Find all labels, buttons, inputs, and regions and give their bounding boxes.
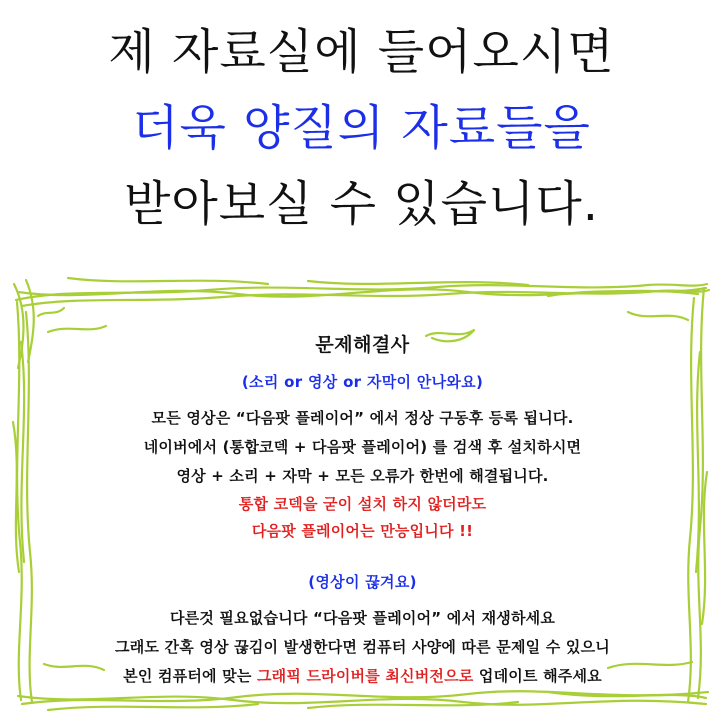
section2-line-3-pre: 본인 컴퓨터에 맞는 (123, 667, 257, 685)
section2-subtitle: (영상이 끊겨요) (308, 573, 417, 591)
headline-line-3: 받아보실 수 있습니다. (123, 176, 600, 232)
section2 (40, 571, 685, 691)
section2-line-2: 그래도 간혹 영상 끊김이 발생한다면 컴퓨터 사양에 따른 문제일 수 있으니 (115, 638, 610, 656)
section2-line-3-emphasis: 그래픽 드라이버를 최신버전으로 (256, 667, 474, 685)
section2-line-3-post: 업데이트 해주세요 (473, 667, 602, 685)
section2-line-1: 다른것 필요없습니다 “다음팟 플레이어” 에서 재생하세요 (169, 609, 556, 627)
section2-line-3 (40, 662, 685, 691)
headline-line-2: 더욱 양질의 자료들을 (132, 100, 591, 156)
panel-title: 문제해결사 (315, 334, 410, 356)
section1-subtitle: (소리 or 영상 or 자막이 안나와요) (241, 373, 484, 391)
headline-line-1: 제 자료실에 들어오시면 (108, 24, 615, 80)
info-panel (40, 330, 685, 691)
section1-line-3: 영상 + 소리 + 자막 + 모든 오류가 한번에 해결됩니다. (176, 467, 549, 485)
section1-line-2: 네이버에서 (통합코덱 + 다음팟 플레이어) 를 검색 후 설치하시면 (143, 438, 582, 456)
section1-red-line-1: 통합 코덱을 굳이 설치 하지 않더라도 (238, 495, 487, 513)
section1-line-1: 모든 영상은 “다음팟 플레이어” 에서 정상 구동후 등록 됩니다. (151, 409, 574, 427)
headline-block (0, 14, 723, 242)
section1-red-line-2: 다음팟 플레이어는 만능입니다 !! (251, 522, 474, 540)
